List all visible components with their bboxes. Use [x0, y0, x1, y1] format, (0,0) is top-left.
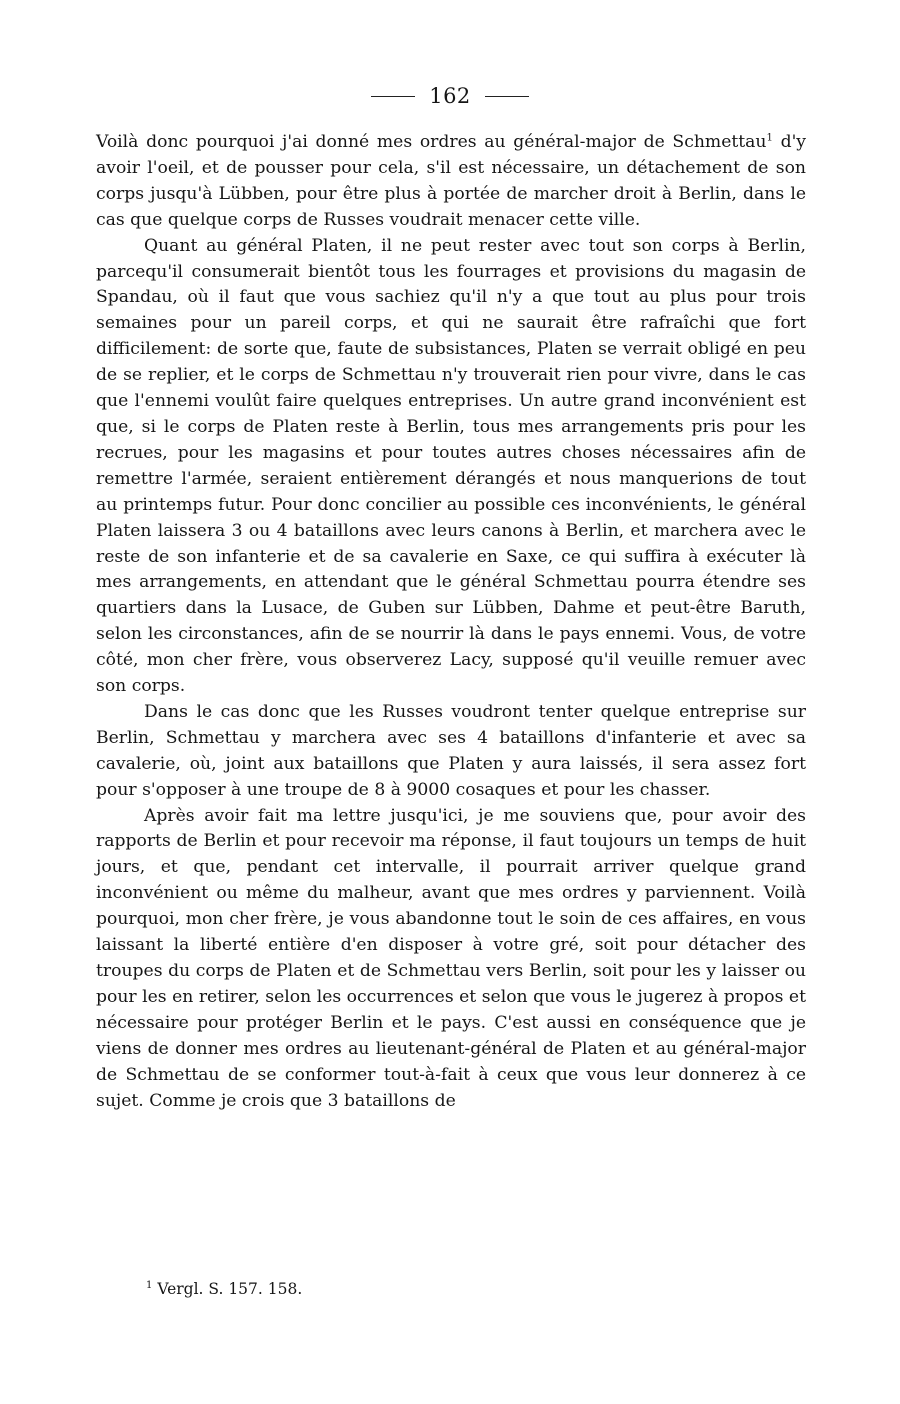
- paragraph-1-start: Voilà donc pourquoi j'ai donné mes ordres au général-major de Schmettau: [96, 132, 767, 152]
- footnote-text: Vergl. S. 157. 158.: [157, 1280, 303, 1298]
- paragraph-3: Dans le cas donc que les Russes voudront tenter quelque entreprise sur Berlin, Schmettau y marchera avec ses 4 bataillons d'infanterie et avec sa cavalerie, où, joint aux bataillons que Platen y aura laissés, il sera assez fort pour s'opposer à une troupe de 8 à 9000 cosaques et pour les chasser.: [96, 701, 806, 800]
- footnote-reference[interactable]: 1: [766, 132, 773, 144]
- paragraph-1-rest: d'y avoir l'oeil, et de pousser pour cela, s'il est nécessaire, un détachement de son corps jusqu'à Lübben, pour être plus à portée de marcher droit à Berlin, dans le cas que quelque corps de Russes voudrait menacer cette ville.: [96, 132, 807, 230]
- header-rule-right: [485, 96, 529, 97]
- page-header: [0, 84, 900, 108]
- footnote: [146, 1279, 302, 1299]
- footnote-marker: 1: [146, 1279, 153, 1291]
- header-rule-left: [371, 96, 415, 97]
- paragraph-1: [96, 130, 806, 234]
- paragraph-2: Quant au général Platen, il ne peut rester avec tout son corps à Berlin, parcequ'il consumerait bientôt tous les fourrages et provisions du magasin de Spandau, où il faut que vous sachiez qu'il n'y a que tout au plus pour trois semaines pour un pareil corps, et qui ne saurait être rafraîchi que fort difficilement: de sorte que, faute de subsistances, Platen se verrait obligé en peu de se replier, et le corps de Schmettau n'y trouverait rien pour vivre, dans le cas que l'ennemi voulût faire quelques entreprises. Un autre grand inconvénient est que, si le corps de Platen reste à Berlin, tous mes arrangements pris pour les recrues, pour les magasins et pour toutes autres choses nécessaires afin de remettre l'armée, seraient entièrement dérangés et nous manquerions de tout au printemps futur. Pour donc concilier au possible ces inconvénients, le général Platen laissera 3 ou 4 bataillons avec leurs canons à Berlin, et marchera avec le reste de son infanterie et de sa cavalerie en Saxe, ce qui suffira à exécuter là mes arrangements, en attendant que le général Schmettau pourra étendre ses quartiers dans la Lusace, de Guben sur Lübben, Dahme et peut-être Baruth, selon les circonstances, afin de se nourrir là dans le pays ennemi. Vous, de votre côté, mon cher frère, vous observerez Lacy, supposé qu'il veuille remuer avec son corps.: [96, 235, 806, 697]
- body-text: [96, 130, 806, 1114]
- paragraph-4: Après avoir fait ma lettre jusqu'ici, je me souviens que, pour avoir des rapports de Berlin et pour recevoir ma réponse, il faut toujours un temps de huit jours, et que, pendant cet intervalle, il pourrait arriver quelque grand inconvénient ou même du malheur, avant que mes ordres y parviennent. Voilà pourquoi, mon cher frère, je vous abandonne tout le soin de ces affaires, en vous laissant la liberté entière d'en disposer à votre gré, soit pour détacher des troupes du corps de Platen et de Schmettau vers Berlin, soit pour les y laisser ou pour les en retirer, selon les occurrences et selon que vous le jugerez à propos et nécessaire pour protéger Berlin et le pays. C'est aussi en conséquence que je viens de donner mes ordres au lieutenant-général de Platen et au général-major de Schmettau de se conformer tout-à-fait à ceux que vous leur donnerez à ce sujet. Comme je crois que 3 bataillons de: [96, 805, 806, 1111]
- page-number: 162: [429, 84, 471, 108]
